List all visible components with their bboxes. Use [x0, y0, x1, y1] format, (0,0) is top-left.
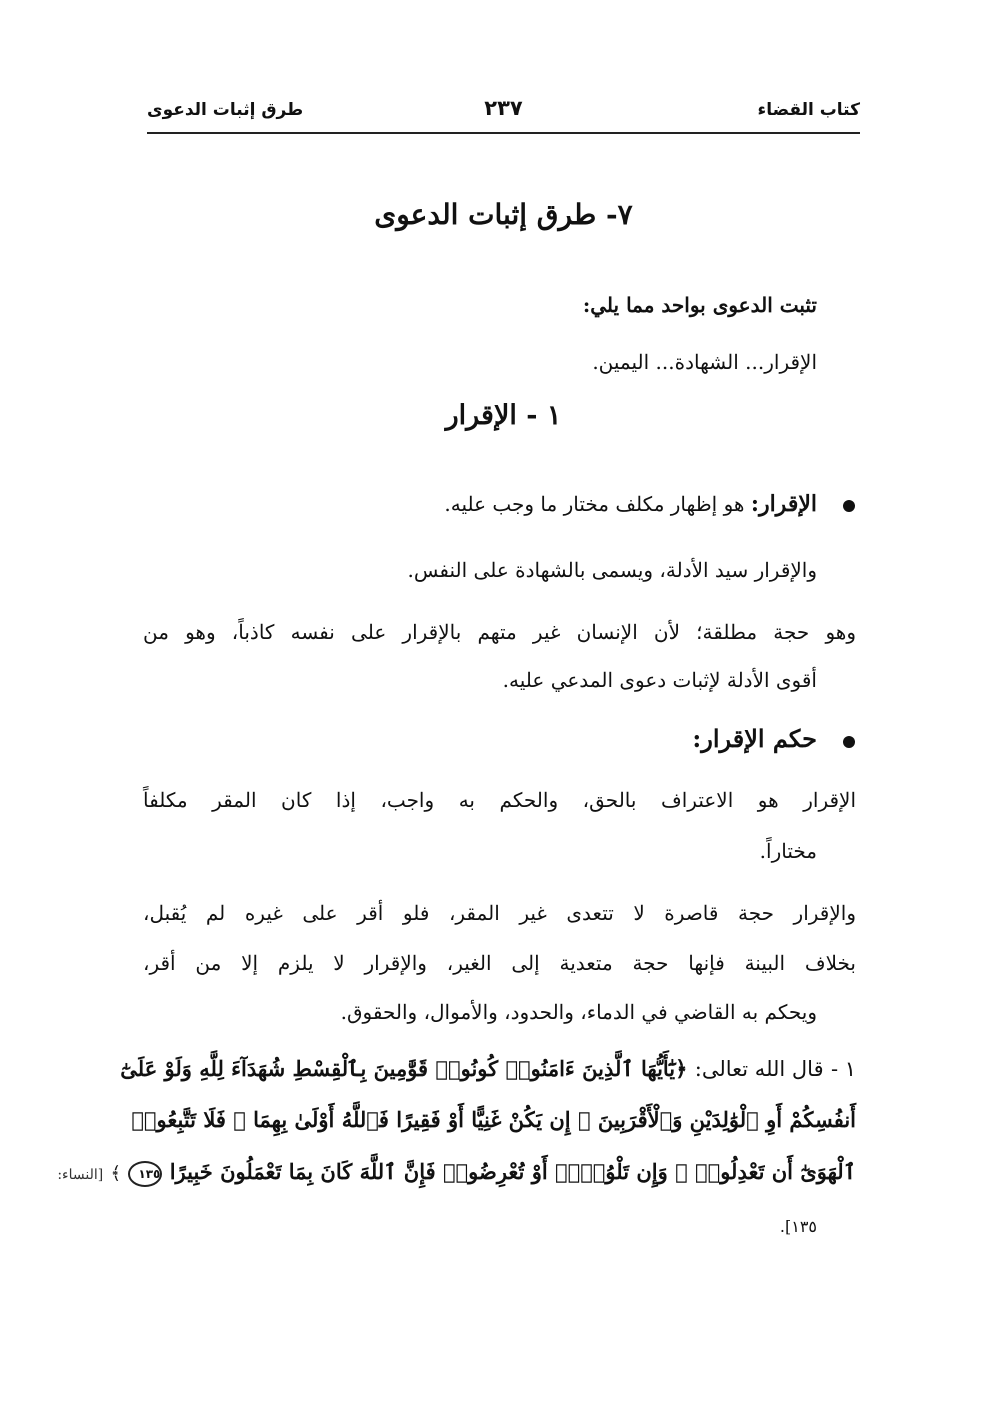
- paragraph-2-line-1: وهو حجة مطلقة؛ لأن الإنسان غير متهم بالإقرار على نفسه كاذباً، وهو من: [143, 620, 856, 644]
- definition-text: هو إظهار مكلف مختار ما وجب عليه.: [444, 492, 751, 516]
- verse-text-1: ﴿يَٰٓأَيُّهَا ٱلَّذِينَ ءَامَنُوا۟ كُونُوا۟ قَوَّٰمِينَ بِٱلْقِسْطِ شُهَدَآءَ لِلَّهِ وَلَوْ عَلَىٰٓ: [120, 1056, 688, 1081]
- reference-open: [النساء:: [57, 1167, 104, 1183]
- bullet-icon: [843, 500, 855, 512]
- ruling-p2-line-1: والإقرار حجة قاصرة لا تتعدى غير المقر، فلو أقر على غيره لم يُقبل،: [143, 901, 856, 925]
- reference-close: ١٣٥].: [779, 1217, 817, 1236]
- evidence-number: ١ -: [830, 1057, 856, 1081]
- verse-line-2: أَنفُسِكُمْ أَوِ ٱلْوَٰلِدَيْنِ وَٱلْأَقْرَبِينَ ۚ إِن يَكُنْ غَنِيًّا أَوْ فَقِيرًا فَٱللَّهُ أَوْلَىٰ بِهِمَا ۖ فَلَا تَتَّبِعُوا۟: [131, 1107, 856, 1132]
- ruling-p1-line-2: مختاراً.: [759, 839, 817, 863]
- verse-line-1: [120, 1053, 856, 1085]
- ruling-p2-line-2: بخلاف البينة فإنها حجة متعدية إلى الغير، والإقرار لا يلزم إلا من أقر،: [143, 951, 856, 975]
- intro-lead: تثبت الدعوى بواحد مما يلي:: [582, 293, 817, 317]
- section-title: ١ - الإقرار: [445, 400, 562, 431]
- book-title: كتاب القضاء: [757, 100, 860, 120]
- chapter-running-title: طرق إثبات الدعوى: [147, 100, 304, 120]
- running-header: [147, 96, 860, 134]
- ruling-p2-line-3: ويحكم به القاضي في الدماء، والحدود، والأموال، والحقوق.: [340, 1000, 817, 1024]
- intro-list: الإقرار... الشهادة... اليمين.: [592, 350, 817, 374]
- definition: [444, 489, 817, 519]
- paragraph-2-line-2: أقوى الأدلة لإثبات دعوى المدعي عليه.: [502, 668, 817, 692]
- bullet-icon: [843, 736, 855, 748]
- ayah-number-mark: ١٣٥: [128, 1161, 162, 1187]
- page-number: ٢٣٧: [484, 96, 523, 120]
- definition-term: الإقرار:: [750, 491, 817, 517]
- verse-text-3: ٱلْهَوَىٰٓ أَن تَعْدِلُوا۟ ۚ وَإِن تَلْوُۥٓا۟ أَوْ تُعْرِضُوا۟ فَإِنَّ ٱللَّهَ كَانَ بِمَا تَعْمَلُونَ خَبِيرًا: [169, 1159, 856, 1184]
- evidence-intro: قال الله تعالى:: [694, 1057, 824, 1081]
- verse-line-3: [57, 1156, 856, 1191]
- ruling-p1-line-1: الإقرار هو الاعتراف بالحق، والحكم به واجب، إذا كان المقر مكلفاً: [143, 788, 856, 812]
- chapter-title: ٧- طرق إثبات الدعوى: [374, 198, 633, 231]
- ruling-heading: حكم الإقرار:: [692, 724, 817, 753]
- paragraph-1: والإقرار سيد الأدلة، ويسمى بالشهادة على النفس.: [407, 558, 817, 582]
- verse-close: ﴾: [110, 1163, 122, 1184]
